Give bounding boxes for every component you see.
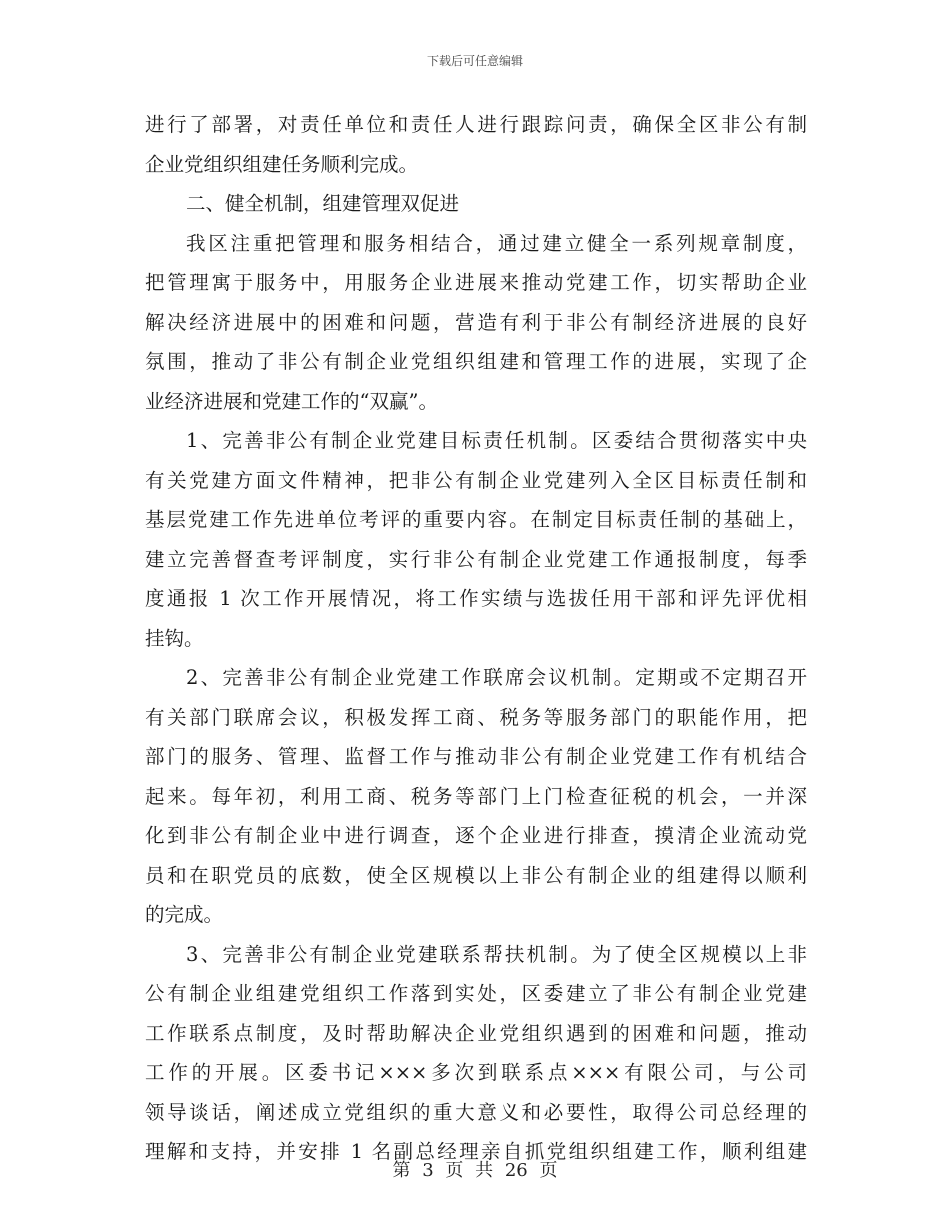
text-line: 有关党建方面文件精神，把非公有制企业党建列入全区目标责任制和	[145, 468, 807, 492]
text-line: 化到非公有制企业中进行调查，逐个企业进行排查，摸清企业流动党	[145, 824, 807, 847]
text-line: 二、健全机制，组建管理双促进	[186, 192, 460, 215]
text-line: 挂钩。	[145, 626, 204, 650]
text-line: 部门的服务、管理、监督工作与推动非公有制企业党建工作有机结合	[145, 745, 807, 768]
text-line: 企业党组织组建任务顺利完成。	[145, 152, 419, 176]
text-line: 氛围，推动了非公有制企业党组织组建和管理工作的进展，实现了企	[145, 350, 807, 373]
text-line: 我区注重把管理和服务相结合，通过建立健全一系列规章制度，	[186, 231, 807, 255]
text-line: 基层党建工作先进单位考评的重要内容。在制定目标责任制的基础上，	[145, 508, 807, 531]
text-line: 的完成。	[145, 903, 224, 926]
text-line: 解决经济进展中的困难和问题，营造有利于非公有制经济进展的良好	[145, 310, 807, 334]
text-line: 进行了部署，对责任单位和责任人进行跟踪问责，确保全区非公有制	[145, 113, 807, 136]
text-line: 2、完善非公有制企业党建工作联席会议机制。定期或不定期召开	[186, 666, 807, 689]
text-line: 建立完善督查考评制度，实行非公有制企业党建工作通报制度，每季	[145, 547, 807, 571]
document-body	[145, 105, 807, 1172]
text-line: 有关部门联席会议，积极发挥工商、税务等服务部门的职能作用，把	[145, 705, 807, 729]
text-line: 领导谈话，阐述成立党组织的重大意义和必要性，取得公司总经理的	[145, 1100, 807, 1124]
text-line: 度通报 1 次工作开展情况，将工作实绩与选拔任用干部和评先评优相	[145, 587, 807, 610]
text-line: 业经济进展和党建工作的“双赢”。	[145, 389, 438, 413]
text-line: 起来。每年初，利用工商、税务等部门上门检查征税的机会，一并深	[145, 784, 807, 808]
text-line: 把管理寓于服务中，用服务企业进展来推动党建工作，切实帮助企业	[145, 271, 807, 294]
text-line: 3、完善非公有制企业党建联系帮扶机制。为了使全区规模以上非	[186, 942, 807, 966]
text-line: 员和在职党员的底数，使全区规模以上非公有制企业的组建得以顺利	[145, 863, 807, 887]
text-line: 工作联系点制度，及时帮助解决企业党组织遇到的困难和问题，推动	[145, 1021, 807, 1045]
text-line: 公有制企业组建党组织工作落到实处，区委建立了非公有制企业党建	[145, 982, 807, 1005]
text-line: 理解和支持，并安排 1 名副总经理亲自抓党组织组建工作，顺利组建	[145, 1140, 807, 1163]
text-line: 工作的开展。区委书记×××多次到联系点×××有限公司，与公司	[145, 1061, 807, 1084]
text-line: 1、完善非公有制企业党建目标责任机制。区委结合贯彻落实中央	[186, 429, 807, 452]
page-header: 下载后可任意编辑	[426, 54, 523, 68]
page-number: 第 3 页 共 26 页	[392, 1160, 558, 1181]
